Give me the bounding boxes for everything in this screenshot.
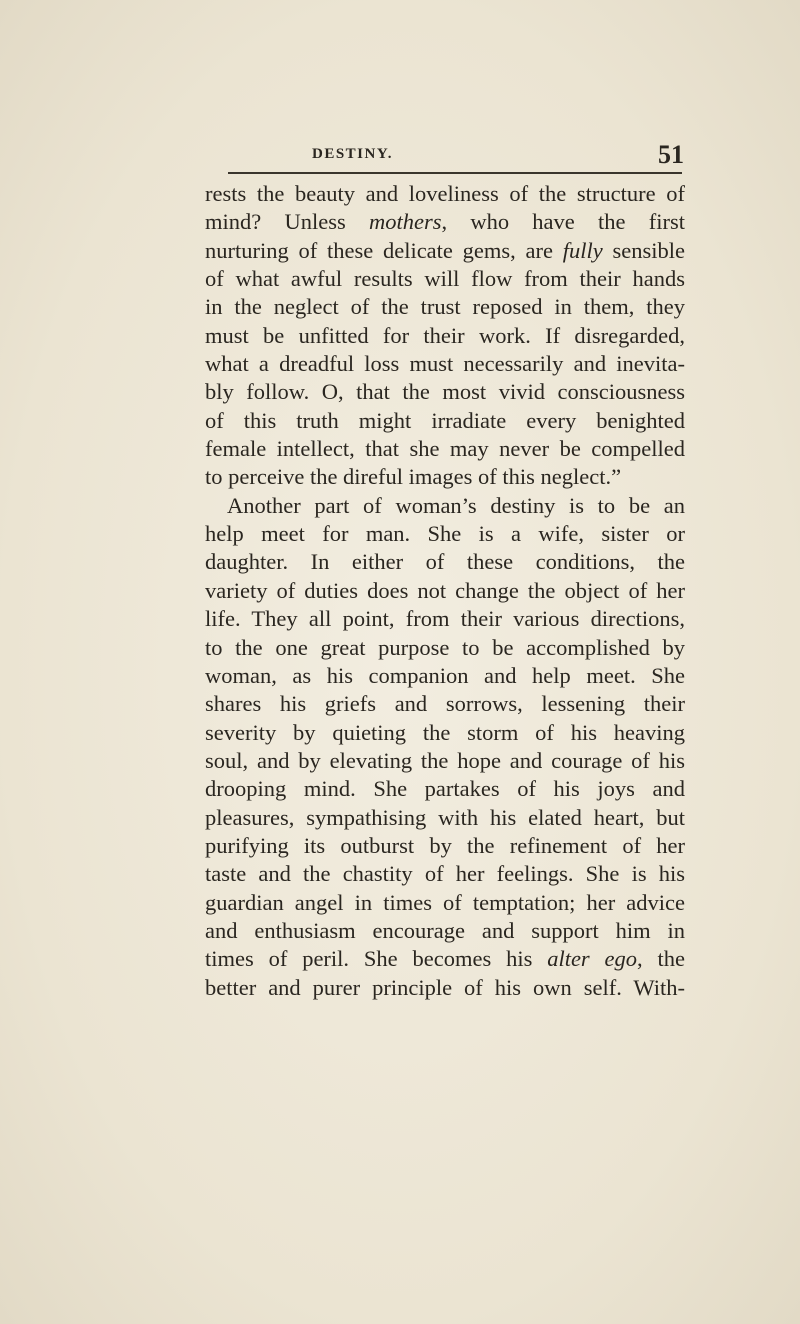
text-segment: of this truth might irradiate every benighted [205,407,685,433]
text-line [205,435,685,463]
text-line [205,208,685,236]
text-line [205,350,685,378]
text-line [205,378,685,406]
text-segment: soul, and by elevating the hope and courage of his [205,747,685,773]
text-segment: variety of duties does not change the object of her [205,577,685,603]
body-text [205,180,685,1002]
text-segment: shares his griefs and sorrows, lessening their [205,691,685,717]
text-segment: help meet for man. She is a wife, sister or [205,521,685,547]
header-rule [228,172,682,174]
text-line [205,634,685,662]
text-segment: female intellect, that she may never be compelled [205,436,685,462]
text-line [205,804,685,832]
text-segment: life. They all point, from their various directions, [205,606,685,632]
text-segment: times of peril. She becomes his [205,946,548,972]
text-segment: drooping mind. She partakes of his joys and [205,776,685,802]
text-segment: bly follow. O, that the most vivid consciousness [205,379,685,405]
text-line [205,860,685,888]
text-line [205,662,685,690]
text-segment: mind? Unless [205,209,369,235]
text-line [205,747,685,775]
text-segment: guardian angel in times of temptation; her advice [205,889,685,915]
text-segment: better and purer principle of his own self. With- [205,974,685,1000]
text-line [205,917,685,945]
italic-text: alter ego [547,946,638,972]
text-line [205,463,685,491]
text-segment: must be unfitted for their work. If disregarded, [205,322,685,348]
text-line [205,832,685,860]
text-line [205,690,685,718]
text-segment: to the one great purpose to be accomplished by [205,634,685,660]
text-segment: taste and the chastity of her feelings. She is his [205,861,685,887]
text-segment: severity by quieting the storm of his heaving [205,719,685,745]
text-segment: to perceive the direful images of this neglect.” [205,464,622,490]
text-line [205,492,685,520]
text-line [205,237,685,265]
text-segment: in the neglect of the trust reposed in them, they [205,294,685,320]
text-line [205,293,685,321]
text-segment: of what awful results will flow from their hands [205,266,685,292]
text-line [205,322,685,350]
text-segment: and enthusiasm encourage and support him in [205,917,685,943]
text-segment: woman, as his companion and help meet. She [205,662,685,688]
text-line [205,889,685,917]
italic-text: fully [562,237,603,263]
italic-text: mothers [368,209,442,235]
text-segment: , the [637,946,685,972]
text-segment: Another part of woman’s destiny is to be an [227,492,685,518]
text-line [205,974,685,1002]
text-segment: , who have the first [441,209,685,235]
text-segment: rests the beauty and loveliness of the structure of [205,181,685,206]
text-line [205,548,685,576]
text-line [205,180,685,208]
text-line [205,407,685,435]
text-line [205,605,685,633]
text-line [205,520,685,548]
text-segment: purifying its outburst by the refinement of her [205,832,685,858]
text-line [205,265,685,293]
text-line [205,945,685,973]
page-number: 51 [658,140,684,169]
text-line [205,719,685,747]
running-head: DESTINY. [312,146,394,162]
text-segment: sensible [602,237,685,263]
text-segment: pleasures, sympathising with his elated heart, but [205,804,685,830]
text-line [205,577,685,605]
text-segment: nurturing of these delicate gems, are [205,237,563,263]
text-line [205,775,685,803]
text-segment: daughter. In either of these conditions, the [205,549,685,575]
text-segment: what a dreadful loss must necessarily and inevita- [205,351,685,377]
